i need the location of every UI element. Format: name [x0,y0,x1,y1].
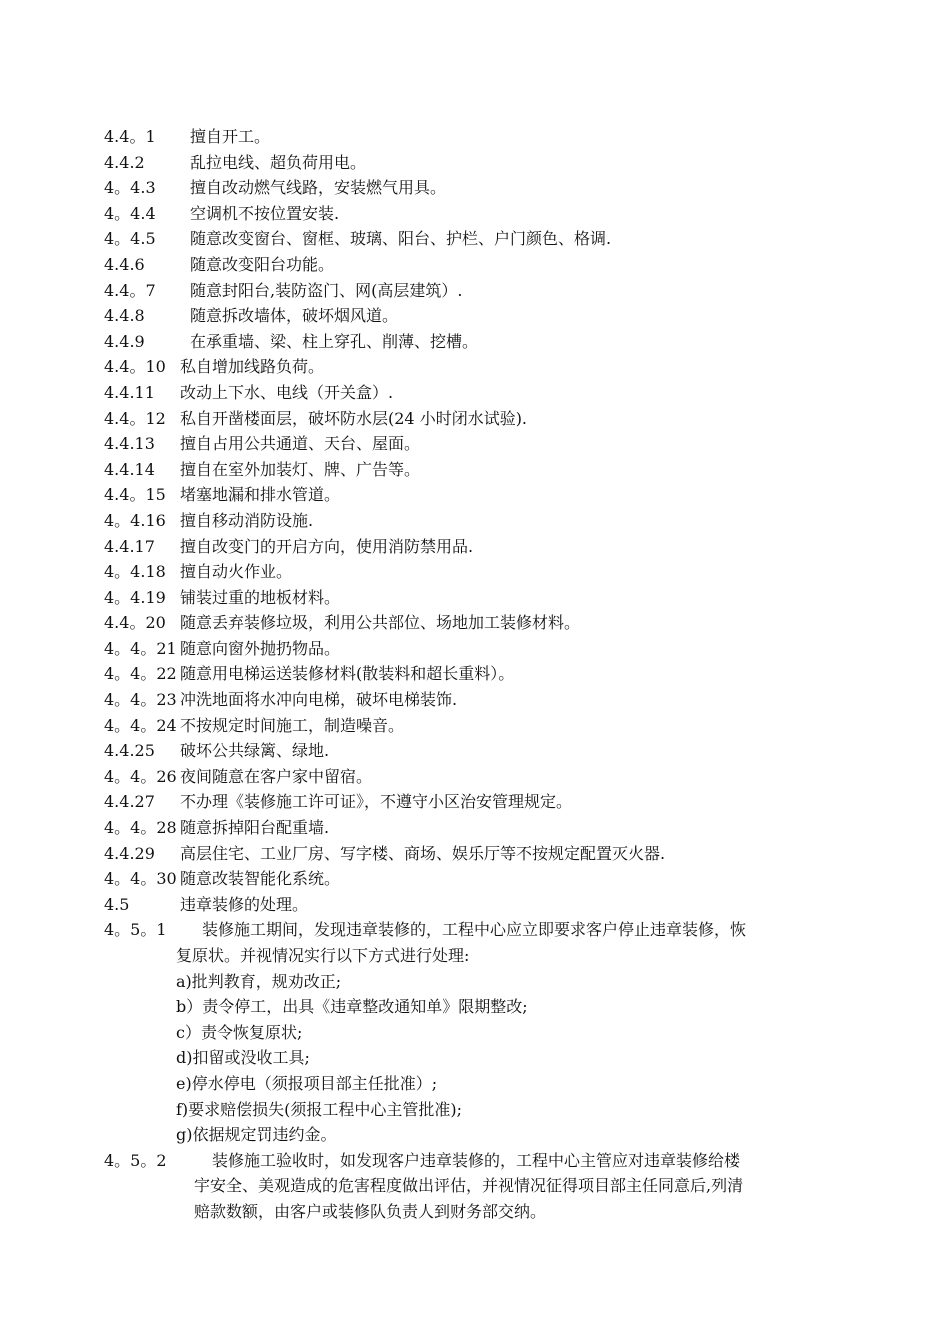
list-item [104,226,864,252]
item-text: 随意封阳台,装防盗门、网(高层建筑）. [190,280,463,300]
list-item [104,329,864,355]
sub-list-4-5-1 [104,969,864,1148]
sub-list-item: e)停水停电（须报项目部主任批准）; [176,1073,438,1093]
list-item [104,124,864,150]
sub-list-item: b）责令停工，出具《违章整改通知单》限期整改; [176,997,528,1017]
item-number: 4.4.13 [104,434,155,454]
item-number: 4.4。15 [104,485,166,505]
item-text: 随意丢弃装修垃圾，利用公共部位、场地加工装修材料。 [180,613,581,633]
item-text: 擅自动火作业。 [180,562,293,582]
item-text: 随意改变窗台、窗框、玻璃、阳台、护栏、户门颜色、格调. [190,229,612,249]
item-number: 4。4.3 [104,178,156,198]
item-text: 随意改变阳台功能。 [190,254,335,274]
item-text: 堵塞地漏和排水管道。 [180,485,341,505]
item-text: 擅自改动燃气线路，安装燃气用具。 [190,178,447,198]
item-text: 私自开凿楼面层，破坏防水层(24 小时闭水试验). [180,408,528,428]
list-item [104,585,864,611]
item-number: 4.4.25 [104,741,155,761]
item-number: 4.4.14 [104,459,155,479]
item-text: 擅自开工。 [190,127,271,146]
item-text: 擅自移动消防设施. [180,510,314,530]
list-item [104,687,864,713]
item-number: 4.4.8 [104,306,145,326]
list-item [104,303,864,329]
item-text-line-2: 宇安全、美观造成的危害程度做出评估，并视情况征得项目部主任同意后,列清 [194,1176,744,1196]
item-text: 高层住宅、工业厂房、写字楼、商场、娱乐厅等不按规定配置灭火器. [180,843,666,863]
list-item [104,738,864,764]
list-item [104,431,864,457]
list-item [104,278,864,304]
item-number: 4。4。26 [104,766,177,786]
item-number: 4。4.16 [104,510,166,530]
item-text: 擅自在室外加装灯、牌、广告等。 [180,459,421,479]
item-number: 4.4。7 [104,280,156,300]
item-text: 随意改装智能化系统。 [180,869,341,889]
list-item [104,789,864,815]
item-text: 夜间随意在客户家中留宿。 [180,766,373,786]
item-text: 随意拆掉阳台配重墙. [180,818,330,838]
list-item [104,534,864,560]
item-text: 改动上下水、电线（开关盒）. [180,382,394,402]
item-number: 4。4。22 [104,664,177,684]
item-number: 4。4。23 [104,690,177,710]
item-number: 4。4.4 [104,203,156,223]
item-text-line-3: 赔款数额，由客户或装修队负责人到财务部交纳。 [194,1201,547,1221]
sub-list-item: g)依据规定罚违约金。 [176,1125,337,1145]
item-number: 4.4.9 [104,331,145,351]
item-text-line-1: 装修施工期间，发现违章装修的，工程中心应立即要求客户停止违章装修，恢 [202,920,747,940]
sub-list-item: a)批判教育，规劝改正; [176,971,342,991]
item-number: 4.4.27 [104,792,155,812]
item-text: 在承重墙、梁、柱上穿孔、削薄、挖槽。 [190,331,479,351]
list-item [104,636,864,662]
item-text: 冲洗地面将水冲向电梯，破坏电梯装饰. [180,690,458,710]
list-item [104,201,864,227]
item-text: 随意拆改墙体，破坏烟风道。 [190,306,399,326]
list-item [104,457,864,483]
sub-list-item: d)扣留或没收工具; [176,1048,310,1068]
item-text: 擅自改变门的开启方向，使用消防禁用品. [180,536,474,556]
list-item [104,559,864,585]
list-item [104,150,864,176]
item-text: 破坏公共绿篱、绿地. [180,741,330,761]
list-item [104,406,864,432]
item-number: 4.4。1 [104,127,156,146]
item-number: 4。4.18 [104,562,166,582]
item-list-4-4 [104,124,864,892]
list-item [104,764,864,790]
list-item [104,354,864,380]
item-number: 4.4.17 [104,536,155,556]
item-number: 4.4.29 [104,843,155,863]
list-item [104,252,864,278]
list-item [104,508,864,534]
item-number: 4.4.11 [104,382,155,402]
section-heading-4-5 [104,892,864,918]
item-text: 私自增加线路负荷。 [180,357,325,377]
item-number: 4。4.19 [104,587,166,607]
document-body [104,124,864,1225]
item-number: 4.4.6 [104,254,145,274]
item-number: 4.4。12 [104,408,166,428]
item-number: 4。4.5 [104,229,156,249]
item-text: 不按规定时间施工，制造噪音。 [180,715,405,735]
list-item [104,713,864,739]
item-number: 4。4。24 [104,715,177,735]
item-number: 4。5。1 [104,920,167,940]
item-4-5-1 [104,917,864,968]
section-number: 4.5 [104,894,130,914]
item-number: 4。4。28 [104,818,177,838]
list-item [104,841,864,867]
list-item [104,815,864,841]
sub-list-item: f)要求赔偿损失(须报工程中心主管批准); [176,1099,463,1119]
section-title: 违章装修的处理。 [180,894,309,914]
item-text: 铺装过重的地板材料。 [180,587,341,607]
list-item [104,482,864,508]
item-number: 4.4。10 [104,357,166,377]
item-text: 乱拉电线、超负荷用电。 [190,152,367,172]
item-text-line-2: 复原状。并视情况实行以下方式进行处理: [176,946,470,965]
sub-list-item: c）责令恢复原状; [176,1022,303,1042]
item-4-5-2 [104,1148,864,1225]
item-text: 空调机不按位置安装. [190,203,340,223]
list-item [104,866,864,892]
item-text-line-1: 装修施工验收时，如发现客户违章装修的，工程中心主管应对违章装修给楼 [212,1150,741,1170]
item-number: 4.4。20 [104,613,166,633]
item-text: 擅自占用公共通道、天台、屋面。 [180,434,421,454]
list-item [104,175,864,201]
item-number: 4。5。2 [104,1150,167,1170]
item-number: 4。4。30 [104,869,177,889]
item-number: 4。4。21 [104,638,177,658]
item-text: 随意向窗外抛扔物品。 [180,638,341,658]
item-number: 4.4.2 [104,152,145,172]
list-item [104,380,864,406]
list-item [104,661,864,687]
list-item [104,610,864,636]
item-text: 随意用电梯运送装修材料(散装料和超长重料）。 [180,664,515,684]
item-text: 不办理《装修施工许可证》，不遵守小区治安管理规定。 [180,792,573,812]
